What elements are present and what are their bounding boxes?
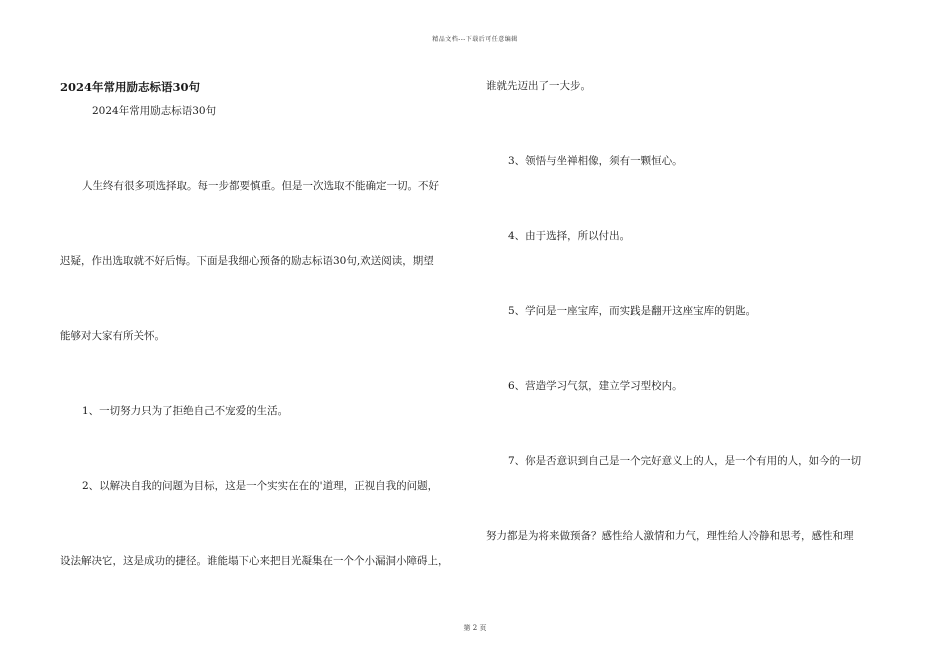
slogan-item-7-line-1: 7、你是否意识到自己是一个完好意义上的人，是一个有用的人，如今的一切 <box>508 455 862 467</box>
slogan-item-6: 6、营造学习气氛，建立学习型校内。 <box>508 380 683 392</box>
slogan-item-2-line-3: 谁就先迈出了一大步。 <box>486 80 591 92</box>
slogan-item-4: 4、由于选择，所以付出。 <box>508 230 631 242</box>
page-number: 第 2 页 <box>463 624 487 632</box>
intro-line-3: 能够对大家有所关怀。 <box>60 330 165 342</box>
intro-line-2: 迟疑，作出选取就不好后悔。下面是我细心预备的励志标语30句,欢送阅读，期望 <box>60 255 434 267</box>
slogan-item-7-line-2: 努力都是为将来做预备？感性给人激情和力气，理性给人冷静和思考，感性和理 <box>486 530 854 542</box>
slogan-item-3: 3、领悟与坐禅相像，须有一颗恒心。 <box>508 155 683 167</box>
slogan-item-2-line-1: 2、以解决自我的问题为目标，这是一个实实在在的'道理，正视自我的问题， <box>82 480 439 492</box>
slogan-item-1: 1、一切努力只为了拒绝自己不宠爱的生活。 <box>82 405 289 417</box>
slogan-item-2-line-2: 设法解决它，这是成功的捷径。谁能塌下心来把目光凝集在一个个小漏洞小障碍上， <box>60 555 449 567</box>
subtitle: 2024年常用励志标语30句 <box>92 105 217 117</box>
page-header: 精品文档---下载后可任意编辑 <box>432 36 518 43</box>
slogan-item-5: 5、学问是一座宝库，而实践是翻开这座宝库的钥匙。 <box>508 305 757 317</box>
document-title: 2024年常用励志标语30句 <box>60 80 201 94</box>
intro-line-1: 人生终有很多项选择取。每一步都要慎重。但是一次选取不能确定一切。不好 <box>82 180 439 192</box>
